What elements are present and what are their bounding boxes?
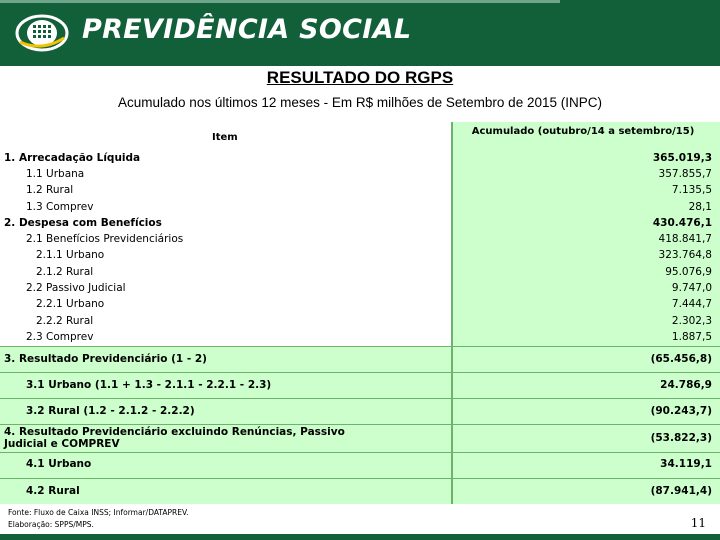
results-table [0, 122, 720, 504]
row-value: 357.855,7 [658, 168, 712, 180]
source-note: Fonte: Fluxo de Caixa INSS; Informar/DATAPREV. [8, 508, 189, 517]
column-header-item: Item [212, 132, 238, 143]
row-label: 2.2 Passivo Judicial [26, 282, 126, 294]
divider-line [0, 452, 720, 453]
row-label: 3. Resultado Previdenciário (1 - 2) [4, 353, 207, 365]
page-subtitle: Acumulado nos últimos 12 meses - Em R$ milhões de Setembro de 2015 (INPC) [118, 95, 602, 110]
header-top-stripe [0, 0, 560, 3]
row-label: 2.1.2 Rural [36, 266, 94, 278]
page-number: 11 [690, 516, 706, 530]
row-label: 4.1 Urbano [26, 458, 92, 470]
page-title: RESULTADO DO RGPS [266, 68, 454, 87]
table-row [0, 457, 720, 473]
column-header-value: Acumulado (outubro/14 a setembro/15) [471, 126, 695, 137]
table-row [0, 297, 720, 313]
table-row [0, 425, 720, 451]
table-row [0, 232, 720, 248]
table-row [0, 330, 720, 345]
table-row [0, 183, 720, 199]
row-value: 24.786,9 [660, 379, 712, 391]
row-value: 28,1 [688, 201, 712, 213]
brand-title: PREVIDÊNCIA SOCIAL [82, 14, 412, 45]
footer-bar [0, 534, 720, 540]
row-value: (90.243,7) [650, 405, 712, 417]
row-value: 1.887,5 [671, 331, 712, 343]
row-value: (53.822,3) [650, 432, 712, 444]
table-row [0, 378, 720, 394]
table-row [0, 167, 720, 183]
row-label: 2.1.1 Urbano [36, 249, 105, 261]
row-label: 1. Arrecadação Líquida [4, 152, 141, 164]
row-value: 7.135,5 [671, 184, 712, 196]
footer-notes [8, 507, 189, 531]
table-row [0, 248, 720, 264]
divider-line [0, 398, 720, 399]
previdencia-logo-icon [14, 12, 70, 54]
table-row [0, 314, 720, 330]
row-label: 2.2.2 Rural [36, 315, 94, 327]
row-value: 418.841,7 [658, 233, 712, 245]
row-value: (65.456,8) [650, 353, 712, 365]
table-row [0, 281, 720, 297]
divider-line [0, 346, 720, 347]
row-value: 95.076,9 [665, 266, 712, 278]
row-value: 323.764,8 [658, 249, 712, 261]
row-label: 1.3 Comprev [26, 201, 94, 213]
table-row [0, 404, 720, 420]
row-value: 2.302,3 [671, 315, 712, 327]
row-label: 2.1 Benefícios Previdenciários [26, 233, 184, 245]
row-value: 430.476,1 [652, 217, 712, 229]
table-row [0, 151, 720, 167]
row-value: (87.941,4) [650, 485, 712, 497]
header-bar [0, 0, 720, 66]
table-row [0, 352, 720, 368]
row-label: 2.3 Comprev [26, 331, 94, 343]
table-row [0, 265, 720, 281]
row-value: 365.019,3 [652, 152, 712, 164]
row-label: 3.1 Urbano (1.1 + 1.3 - 2.1.1 - 2.2.1 - 2.3) [26, 379, 272, 391]
divider-line [0, 478, 720, 479]
row-value: 34.119,1 [660, 458, 712, 470]
divider-line [0, 372, 720, 373]
row-label: 3.2 Rural (1.2 - 2.1.2 - 2.2.2) [26, 405, 195, 417]
row-label: 1.1 Urbana [26, 168, 85, 180]
row-label: 1.2 Rural [26, 184, 74, 196]
row-label: 4. Resultado Previdenciário excluindo Renúncias, Passivo [4, 426, 345, 438]
row-label: 4.2 Rural [26, 485, 80, 497]
row-label: Judicial e COMPREV [4, 438, 120, 450]
table-row [0, 200, 720, 216]
row-value: 7.444,7 [671, 298, 712, 310]
table-row [0, 484, 720, 500]
table-row [0, 216, 720, 232]
row-label: 2. Despesa com Benefícios [4, 217, 162, 229]
row-value: 9.747,0 [671, 282, 712, 294]
row-label: 2.2.1 Urbano [36, 298, 105, 310]
prepared-by-note: Elaboração: SPPS/MPS. [8, 520, 94, 529]
